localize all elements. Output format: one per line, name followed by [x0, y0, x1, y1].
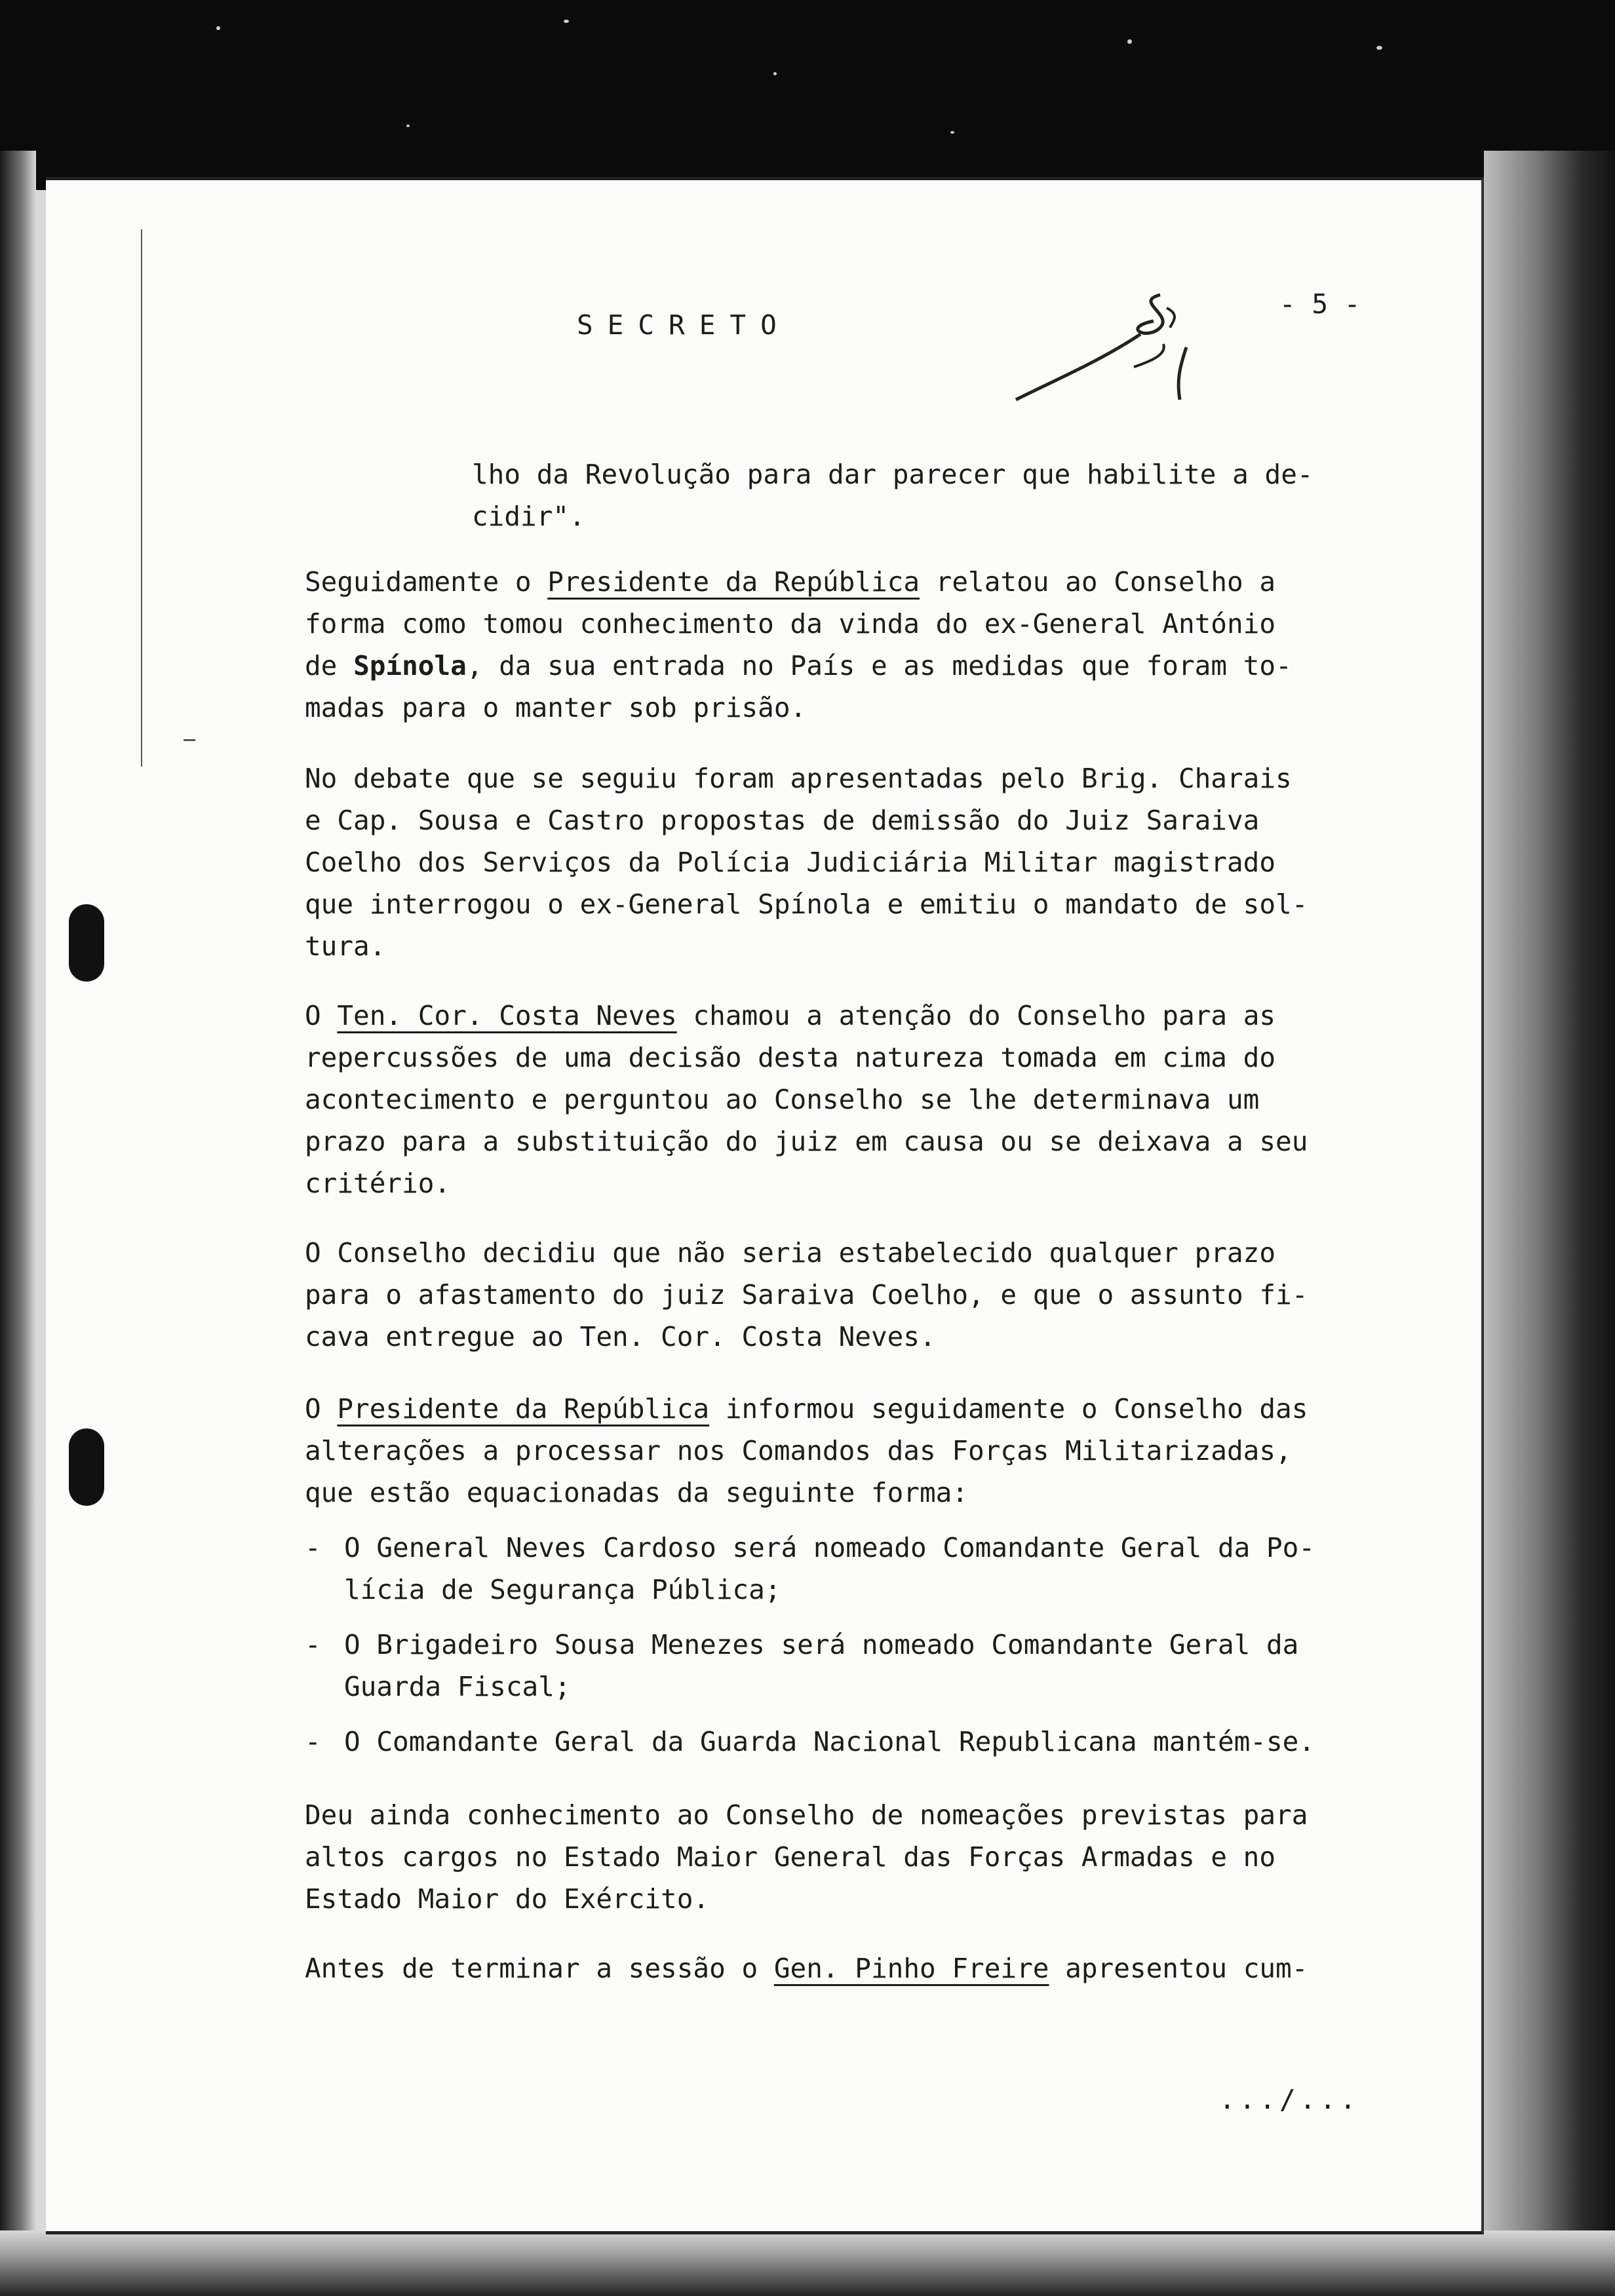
- text-run: prazo para a substituição do juiz em causa ou se deixava a seu: [305, 1126, 1308, 1157]
- text-run: forma como tomou conhecimento da vinda do ex-General António: [305, 608, 1276, 640]
- continuation-mark: .../...: [1219, 2084, 1360, 2115]
- text-run: tura.: [305, 930, 386, 962]
- text-line: O Brigadeiro Sousa Menezes será nomeado Comandante Geral da: [344, 1629, 1299, 1660]
- bold-name: Spínola: [353, 650, 467, 681]
- text-line: O General Neves Cardoso será nomeado Comandante Geral da Po-: [344, 1532, 1315, 1563]
- text-line: [305, 925, 1353, 967]
- page-number: - 5 -: [1279, 288, 1361, 320]
- text-line: [305, 1836, 1353, 1878]
- text-line: [305, 1794, 1353, 1836]
- text-run: Deu ainda conhecimento ao Conselho de nomeações previstas para: [305, 1799, 1308, 1831]
- text-line: [305, 1878, 1353, 1920]
- underlined-name: Presidente da República: [337, 1393, 710, 1425]
- text-line: [305, 561, 1353, 603]
- text-run: O: [305, 1393, 338, 1425]
- text-run: relatou ao Conselho a: [920, 566, 1276, 598]
- text-line: [305, 1472, 1353, 1514]
- text-line: [305, 883, 1353, 925]
- continuation-line-2: cidir".: [472, 501, 585, 532]
- text-run: cava entregue ao Ten. Cor. Costa Neves.: [305, 1321, 936, 1352]
- text-run: que estão equacionadas da seguinte forma:: [305, 1477, 969, 1508]
- underlined-name: Presidente da República: [547, 566, 920, 598]
- text-line: [305, 1232, 1353, 1274]
- text-line: [305, 757, 1353, 799]
- handwritten-signature: [1003, 282, 1239, 413]
- scan-border-top: [0, 0, 1615, 190]
- text-line: [305, 1120, 1353, 1162]
- paragraph: [305, 995, 1353, 1204]
- scan-border-bottom: [0, 2230, 1615, 2296]
- paragraph: [305, 1794, 1353, 1920]
- text-run: que interrogou o ex-General Spínola e emitiu o mandato de sol-: [305, 889, 1308, 920]
- list-item: [305, 1624, 1380, 1708]
- text-run: apresentou cum-: [1049, 1953, 1308, 1984]
- text-line: [305, 1274, 1353, 1316]
- list-item: [305, 1527, 1380, 1611]
- text-run: Seguidamente o: [305, 566, 548, 598]
- text-line: [305, 995, 1353, 1037]
- text-line: [305, 841, 1353, 883]
- list-dash: -: [305, 1629, 321, 1660]
- text-run: e Cap. Sousa e Castro propostas de demissão do Juiz Saraiva: [305, 805, 1260, 836]
- scan-border-right: [1484, 151, 1615, 2296]
- text-run: Estado Maior do Exército.: [305, 1883, 710, 1915]
- text-line: [305, 1079, 1353, 1120]
- underlined-name: Ten. Cor. Costa Neves: [337, 1000, 677, 1031]
- paragraph: [305, 1232, 1353, 1358]
- text-run: de: [305, 650, 354, 681]
- text-line: [305, 1947, 1353, 1989]
- text-run: madas para o manter sob prisão.: [305, 692, 807, 723]
- continuation-line-1: lho da Revolução para dar parecer que habilite a de-: [472, 459, 1313, 490]
- text-run: para o afastamento do juiz Saraiva Coelho, e que o assunto fi-: [305, 1279, 1308, 1311]
- binder-hole-upper: [69, 904, 104, 982]
- classification-heading: SECRETO: [577, 309, 791, 341]
- underlined-name: Gen. Pinho Freire: [773, 1953, 1049, 1984]
- changes-list: [305, 1527, 1380, 1776]
- binder-hole-lower: [69, 1428, 104, 1506]
- text-run: , da sua entrada no País e as medidas que foram to-: [466, 650, 1292, 681]
- text-line: [305, 603, 1353, 645]
- text-run: altos cargos no Estado Maior General das Forças Armadas e no: [305, 1841, 1276, 1873]
- paragraph: [305, 757, 1353, 967]
- text-line: [305, 687, 1353, 729]
- text-run: No debate que se seguiu foram apresentadas pelo Brig. Charais: [305, 763, 1292, 794]
- text-line: [305, 645, 1353, 687]
- text-run: O Conselho decidiu que não seria estabelecido qualquer prazo: [305, 1237, 1276, 1269]
- text-line: [305, 1037, 1353, 1079]
- text-line: [305, 1388, 1353, 1430]
- paragraph: [305, 1388, 1353, 1514]
- text-line: [305, 799, 1353, 841]
- text-line: lícia de Segurança Pública;: [344, 1574, 781, 1605]
- text-run: O: [305, 1000, 338, 1031]
- text-run: informou seguidamente o Conselho das: [709, 1393, 1308, 1425]
- paragraph: [305, 1947, 1353, 1989]
- text-run: alterações a processar nos Comandos das Forças Militarizadas,: [305, 1435, 1292, 1466]
- list-dash: -: [305, 1532, 321, 1563]
- text-run: repercussões de uma decisão desta natureza tomada em cima do: [305, 1042, 1276, 1073]
- text-run: chamou a atenção do Conselho para as: [676, 1000, 1276, 1031]
- text-run: critério.: [305, 1168, 451, 1199]
- list-item: [305, 1721, 1380, 1763]
- margin-rule: [141, 229, 142, 767]
- text-run: Coelho dos Serviços da Polícia Judiciária Militar magistrado: [305, 847, 1276, 878]
- text-line: [305, 1430, 1353, 1472]
- paragraph: [305, 561, 1353, 729]
- text-line: Guarda Fiscal;: [344, 1671, 571, 1702]
- list-dash: -: [305, 1726, 321, 1757]
- text-run: acontecimento e perguntou ao Conselho se lhe determinava um: [305, 1084, 1260, 1115]
- text-line: [305, 1162, 1353, 1204]
- text-run: Antes de terminar a sessão o: [305, 1953, 774, 1984]
- text-line: [305, 1316, 1353, 1358]
- margin-mark: [184, 739, 195, 741]
- scan-border-left: [0, 151, 36, 2248]
- text-line: O Comandante Geral da Guarda Nacional Republicana mantém-se.: [344, 1726, 1315, 1757]
